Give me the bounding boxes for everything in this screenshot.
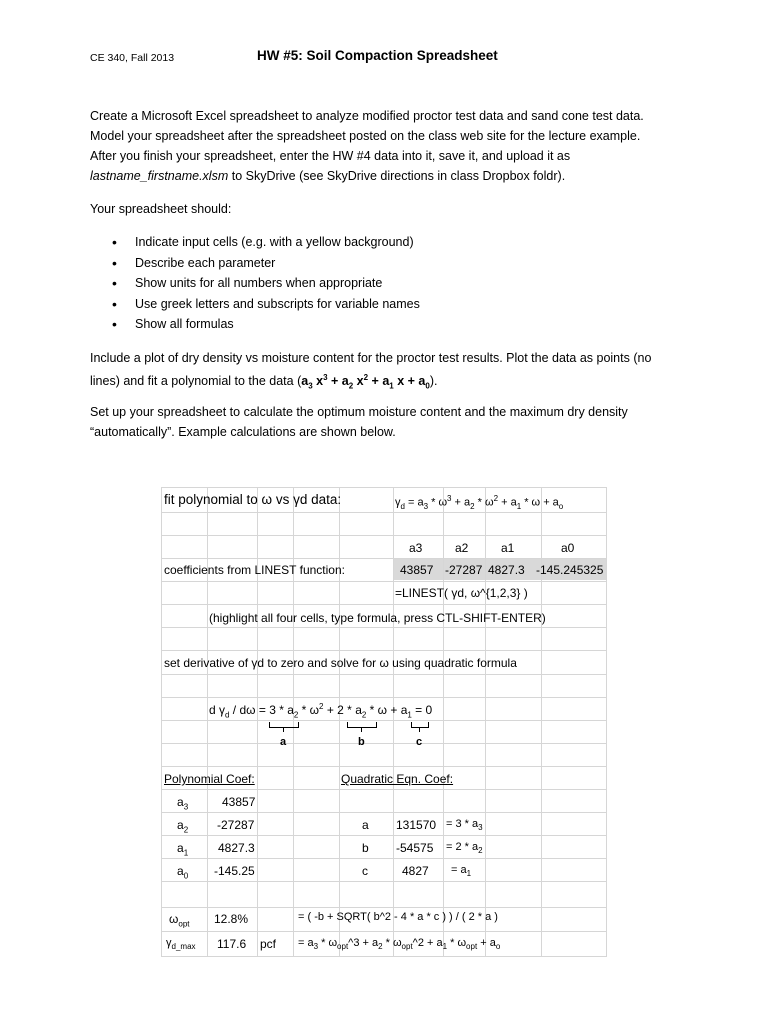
poly-coef-name-a1: $a_1$	[177, 841, 189, 858]
brace-label-a: a	[280, 736, 287, 748]
coef-header-a3: a3	[409, 541, 423, 555]
coef-header-a1: a1	[501, 541, 515, 555]
grid-line	[161, 812, 607, 813]
poly-coef-name-a0: $a_0$	[177, 864, 189, 881]
intro-line-2: Model your spreadsheet after the spreadsheet posted on the class web site for the lecture example.	[90, 129, 641, 143]
grid-line	[161, 881, 607, 882]
linest-value-a0: -145.245325	[536, 563, 604, 577]
intro-line-4-rest: to SkyDrive (see SkyDrive directions in class Dropbox foldr).	[228, 169, 566, 183]
derivative-note: set derivative of γd to zero and solve for ω using quadratic formula	[164, 656, 517, 670]
polynomial-expression: $a_3$ $x^3 + a_2$ $x^2 + a_1$ $x + a_0$	[301, 373, 430, 391]
grid-line	[161, 697, 607, 698]
list-item: • Show units for all numbers when appropriate	[112, 273, 420, 294]
plot-line-2	[90, 368, 690, 397]
plot-paragraph	[90, 348, 690, 397]
plot-line-2-prefix: lines) and fit a polynomial to the data (	[90, 374, 302, 389]
grid-line	[161, 766, 607, 767]
gamma-d-max-formula: = $a_3$ * $\omega_{opt}\^{}3 + a_2$ * $\omega_{opt}\^{}2 + a_1 * \omega_{opt} + a_o$	[298, 937, 501, 952]
intro-line-4	[90, 166, 690, 186]
list-item: • Use greek letters and subscripts for variable names	[112, 294, 420, 315]
poly-coef-name-a3: $a_3$	[177, 795, 189, 812]
linest-value-a1: 4827.3	[488, 563, 525, 577]
gamma-d-max-value: 117.6	[217, 937, 247, 951]
grid-line	[161, 743, 607, 744]
filename: lastname_firstname.xlsm	[90, 169, 229, 183]
grid-line	[161, 674, 607, 675]
poly-coef-heading: Polynomial Coef:	[164, 772, 255, 786]
intro-paragraph	[90, 106, 690, 186]
poly-coef-name-a2: $a_2$	[177, 818, 189, 835]
brace-c	[411, 722, 429, 728]
grid-line	[161, 789, 607, 790]
intro-line-1: Create a Microsoft Excel spreadsheet to analyze modified proctor test data and sand cone test data.	[90, 109, 644, 123]
linest-formula: =LINEST( γd, ω^{1,2,3} )	[395, 586, 528, 600]
grid-line	[161, 956, 607, 957]
poly-coef-value-a2: -27287	[217, 818, 255, 832]
linest-value-a2: -27287	[445, 563, 483, 577]
linest-value-a3: 43857	[400, 563, 434, 577]
grid-line	[161, 720, 607, 721]
grid-line	[161, 650, 607, 651]
grid-line	[161, 581, 607, 582]
quad-coef-value-b: -54575	[396, 841, 434, 855]
quad-coef-formula-c: = $a_1$	[451, 864, 472, 879]
brace-c-tick	[419, 727, 420, 732]
grid-line	[161, 512, 607, 513]
auto-line-1: Set up your spreadsheet to calculate the optimum moisture content and the maximum dry density	[90, 405, 628, 419]
grid-line	[161, 627, 607, 628]
quad-coef-value-c: 4827	[402, 864, 429, 878]
quad-coef-name-c: c	[362, 864, 368, 878]
quad-coef-formula-a: = $3 * a_3$	[446, 818, 483, 833]
grid-line	[161, 907, 607, 908]
quad-coef-formula-b: = $2 * a_2$	[446, 841, 483, 856]
brace-b	[347, 722, 377, 728]
should-heading: Your spreadsheet should:	[90, 202, 232, 216]
grid-line	[161, 487, 607, 488]
omega-opt-label: $\omega_{opt}$	[169, 912, 190, 929]
list-item: • Describe each parameter	[112, 253, 420, 274]
course-label: CE 340, Fall 2013	[90, 52, 175, 64]
brace-a-tick	[283, 727, 284, 732]
grid-line	[161, 835, 607, 836]
coef-header-a2: a2	[455, 541, 469, 555]
poly-coef-value-a1: 4827.3	[218, 841, 255, 855]
poly-coef-value-a0: -145.25	[214, 864, 255, 878]
quad-coef-heading: Quadratic Eqn. Coef:	[341, 772, 454, 786]
plot-line-2-suffix: ).	[429, 374, 438, 389]
coef-header-a0: a0	[561, 541, 575, 555]
quad-coef-value-a: 131570	[396, 818, 437, 832]
linest-label: coefficients from LINEST function:	[164, 563, 345, 577]
list-item: • Indicate input cells (e.g. with a yellow background)	[112, 232, 420, 253]
brace-label-b: b	[358, 736, 365, 748]
document-title: HW #5: Soil Compaction Spreadsheet	[257, 48, 498, 63]
list-item: • Show all formulas	[112, 314, 420, 335]
poly-coef-value-a3: 43857	[222, 795, 256, 809]
brace-b-tick	[361, 727, 362, 732]
spreadsheet-example	[161, 487, 607, 957]
auto-paragraph	[90, 402, 690, 442]
brace-label-c: c	[416, 736, 423, 748]
gamma-d-max-label: $\gamma_{d\_max}$	[166, 937, 196, 952]
requirements-list	[112, 232, 420, 335]
grid-line	[161, 604, 607, 605]
fit-label: fit polynomial to ω vs γd data:	[164, 492, 342, 507]
plot-line-1: Include a plot of dry density vs moisture content for the proctor test results. Plot the data as points (no	[90, 351, 652, 365]
omega-opt-formula: = ( -b + SQRT( b^2 - 4 * a * c ) ) / ( 2 * a )	[298, 911, 498, 923]
omega-opt-value: 12.8%	[214, 912, 249, 926]
quad-coef-name-b: b	[362, 841, 369, 855]
grid-line	[161, 931, 607, 932]
highlight-note: (highlight all four cells, type formula, press CTL-SHIFT-ENTER)	[209, 611, 546, 625]
grid-line	[161, 858, 607, 859]
grid-line	[161, 535, 607, 536]
brace-a	[269, 722, 299, 728]
gamma-d-polynomial: $\gamma_d = a_3 * \omega^3 + a_2 * \omega^2 + a_1 * \omega + a_o$	[395, 494, 564, 511]
gamma-d-max-unit: pcf	[260, 937, 277, 951]
intro-line-3: After you finish your spreadsheet, enter the HW #4 data into it, save it, and upload it as	[90, 149, 571, 163]
quad-coef-name-a: a	[362, 818, 369, 832]
derivative-equation: d $\gamma_d / d\omega = 3 * a_2 * \omega^2 + 2 * a_2 * \omega + a_1 = 0$	[209, 702, 433, 720]
grid-line	[161, 558, 607, 559]
auto-line-2: “automatically”. Example calculations are shown below.	[90, 425, 396, 439]
